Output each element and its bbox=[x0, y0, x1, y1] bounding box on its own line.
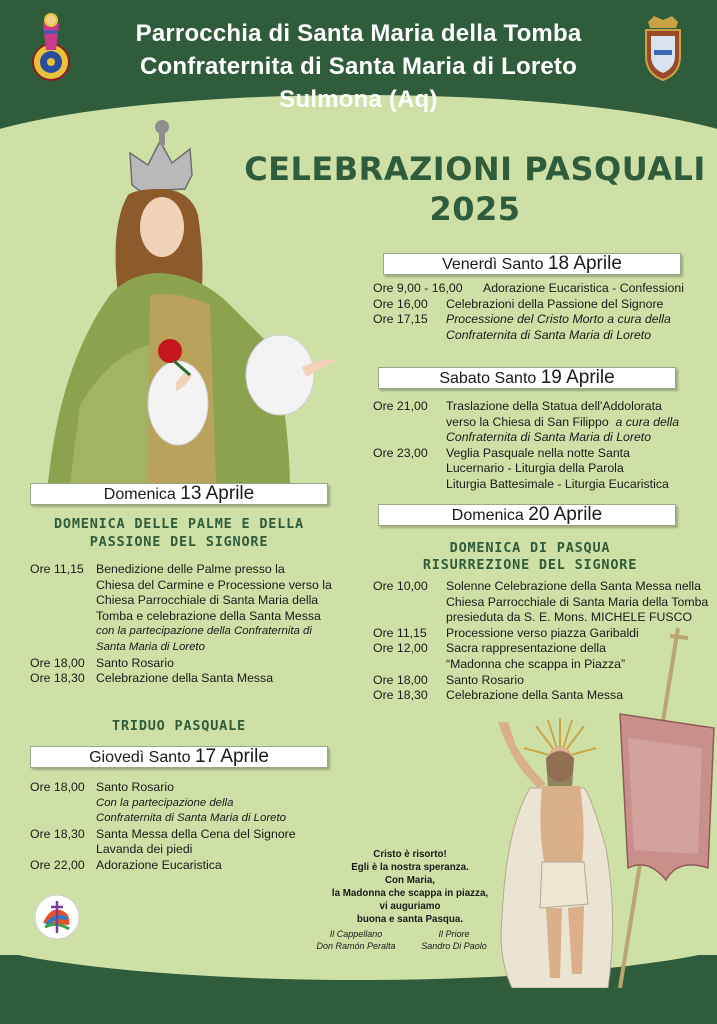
signature-title: Il Cappellano bbox=[329, 929, 383, 939]
day-date: 19 Aprile bbox=[540, 367, 615, 388]
event-note: Santa Maria di Loreto bbox=[96, 640, 205, 653]
header-confraternity: Confraternita di Santa Maria di Loreto bbox=[140, 53, 577, 80]
event-text: Sacra rappresentazione della bbox=[446, 641, 606, 656]
schedule-row bbox=[30, 858, 350, 874]
closing-message bbox=[310, 848, 510, 926]
main-title-year: 2025 bbox=[429, 190, 521, 228]
day-label: Sabato Santo bbox=[439, 370, 537, 387]
closing-line: Cristo è risorto! bbox=[373, 849, 447, 860]
event-text: Celebrazione della Santa Messa bbox=[96, 671, 274, 686]
schedule-row bbox=[373, 446, 713, 493]
schedule-row bbox=[30, 671, 340, 687]
schedule-row bbox=[373, 312, 713, 343]
event-time: Ore 18,00 bbox=[373, 672, 428, 687]
event-text: Celebrazione della Santa Messa bbox=[446, 688, 624, 703]
event-note: Confraternita di Santa Maria di Loreto bbox=[96, 812, 286, 825]
day-label: Domenica bbox=[103, 486, 176, 503]
event-text: Solenne Celebrazione della Santa Messa nella bbox=[446, 579, 701, 593]
event-time: Ore 22,00 bbox=[30, 857, 85, 872]
event-time: Ore 18,30 bbox=[373, 688, 428, 703]
event-time: Ore 18,30 bbox=[30, 671, 85, 686]
schedule-palm-sunday bbox=[30, 562, 340, 687]
event-text: Adorazione Eucaristica bbox=[96, 857, 222, 872]
signature-chaplain bbox=[306, 928, 406, 952]
event-time: Ore 9,00 - 16,00 bbox=[373, 281, 463, 295]
event-text: Chiesa Parrocchiale di Santa Maria della bbox=[96, 593, 319, 608]
event-note: Con la partecipazione della bbox=[96, 796, 234, 809]
closing-line: la Madonna che scappa in piazza, bbox=[331, 888, 489, 899]
event-note: con la partecipazione della Confraternita di bbox=[96, 625, 312, 638]
closing-line: buona e santa Pasqua. bbox=[356, 914, 464, 925]
schedule-good-friday bbox=[373, 281, 713, 343]
section-title-palm-sunday-2: PASSIONE DEL SIGNORE bbox=[89, 534, 269, 550]
event-text: Santo Rosario bbox=[96, 780, 174, 794]
header-parish: Parrocchia di Santa Maria della Tomba bbox=[135, 20, 582, 47]
schedule-holy-thursday bbox=[30, 780, 350, 874]
event-text: Lucernario - Liturgia della Parola bbox=[446, 461, 624, 476]
signature-prior bbox=[406, 928, 502, 952]
schedule-row bbox=[373, 281, 713, 297]
main-title: CELEBRAZIONI PASQUALI bbox=[244, 150, 706, 188]
event-text: “Madonna che scappa in Piazza” bbox=[446, 656, 626, 671]
day-date: 20 Aprile bbox=[528, 504, 603, 525]
jubilee-logo-icon bbox=[33, 893, 81, 941]
event-time: Ore 18,00 bbox=[30, 655, 85, 670]
signature-title: Il Priore bbox=[438, 929, 470, 939]
event-text: Processione verso piazza Garibaldi bbox=[446, 625, 639, 640]
event-time: Ore 18,30 bbox=[30, 826, 85, 841]
event-text: verso la Chiesa di San Filippo bbox=[446, 414, 609, 429]
schedule-row bbox=[30, 827, 350, 858]
header-city: Sulmona (Aq) bbox=[279, 86, 438, 113]
event-text: Santo Rosario bbox=[446, 672, 524, 687]
day-date: 13 Aprile bbox=[180, 483, 255, 504]
schedule-row bbox=[30, 780, 350, 827]
section-title-palm-sunday: DOMENICA DELLE PALME E DELLA bbox=[54, 516, 304, 532]
signature-name: Don Ramón Peralta bbox=[316, 941, 396, 951]
event-text: Chiesa del Carmine e Processione verso la bbox=[96, 577, 332, 592]
day-box-holy-thursday bbox=[30, 746, 328, 768]
day-label: Giovedì Santo bbox=[89, 749, 191, 766]
event-text: Santo Rosario bbox=[96, 655, 174, 670]
event-text: Liturgia Battesimale - Liturgia Eucaristica bbox=[446, 476, 669, 491]
schedule-row bbox=[373, 399, 713, 446]
day-box-good-friday bbox=[383, 253, 681, 275]
event-text: Chiesa Parrocchiale di Santa Maria della Tomba bbox=[446, 594, 709, 609]
schedule-row bbox=[373, 297, 713, 313]
event-text: Lavanda dei piedi bbox=[96, 842, 193, 857]
event-text: Processione del Cristo Morto a cura della bbox=[446, 312, 671, 327]
event-time: Ore 10,00 bbox=[373, 579, 428, 593]
day-date: 18 Aprile bbox=[547, 253, 622, 274]
event-text: presieduta da S. E. Mons. MICHELE FUSCO bbox=[446, 610, 693, 625]
section-title-triduum: TRIDUO PASQUALE bbox=[112, 718, 246, 734]
schedule-holy-saturday bbox=[373, 399, 713, 493]
event-note: Confraternita di Santa Maria di Loreto bbox=[446, 430, 652, 445]
day-label: Domenica bbox=[451, 507, 524, 524]
day-box-easter-sunday bbox=[378, 504, 676, 526]
event-text: Veglia Pasquale nella notte Santa bbox=[446, 445, 630, 460]
event-text: Benedizione delle Palme presso la bbox=[96, 562, 285, 576]
madonna-statue-image bbox=[40, 105, 340, 485]
section-title-easter: DOMENICA DI PASQUA bbox=[449, 540, 611, 556]
schedule-row bbox=[30, 562, 340, 656]
event-time: Ore 12,00 bbox=[373, 641, 428, 656]
event-time: Ore 18,00 bbox=[30, 780, 85, 794]
event-text: Tomba e celebrazione della Santa Messa bbox=[96, 608, 321, 623]
signature-name: Sandro Di Paolo bbox=[421, 941, 487, 951]
day-date: 17 Aprile bbox=[194, 746, 269, 767]
day-box-palm-sunday bbox=[30, 483, 328, 505]
event-text: Confraternita di Santa Maria di Loreto bbox=[446, 327, 652, 342]
event-text: Adorazione Eucaristica - Confessioni bbox=[483, 281, 684, 295]
event-time: Ore 17,15 bbox=[373, 312, 428, 327]
event-text: Celebrazioni della Passione del Signore bbox=[446, 296, 664, 311]
event-time: Ore 11,15 bbox=[30, 562, 84, 576]
event-time: Ore 11,15 bbox=[373, 625, 427, 640]
day-box-holy-saturday bbox=[378, 367, 676, 389]
event-note: a cura della bbox=[615, 414, 680, 429]
event-text: Santa Messa della Cena del Signore bbox=[96, 826, 296, 841]
schedule-row bbox=[30, 656, 340, 672]
day-label: Venerdì Santo bbox=[442, 256, 544, 273]
event-text: Traslazione della Statua dell'Addolorata bbox=[446, 399, 662, 413]
risen-christ-statue-image bbox=[488, 618, 717, 998]
closing-line: Con Maria, bbox=[384, 875, 436, 886]
event-time: Ore 23,00 bbox=[373, 445, 428, 460]
closing-line: vi auguriamo bbox=[379, 901, 441, 912]
section-title-easter-2: RISURREZIONE DEL SIGNORE bbox=[422, 557, 638, 573]
event-time: Ore 21,00 bbox=[373, 399, 428, 413]
closing-line: Egli è la nostra speranza. bbox=[351, 862, 469, 873]
event-time: Ore 16,00 bbox=[373, 296, 428, 311]
